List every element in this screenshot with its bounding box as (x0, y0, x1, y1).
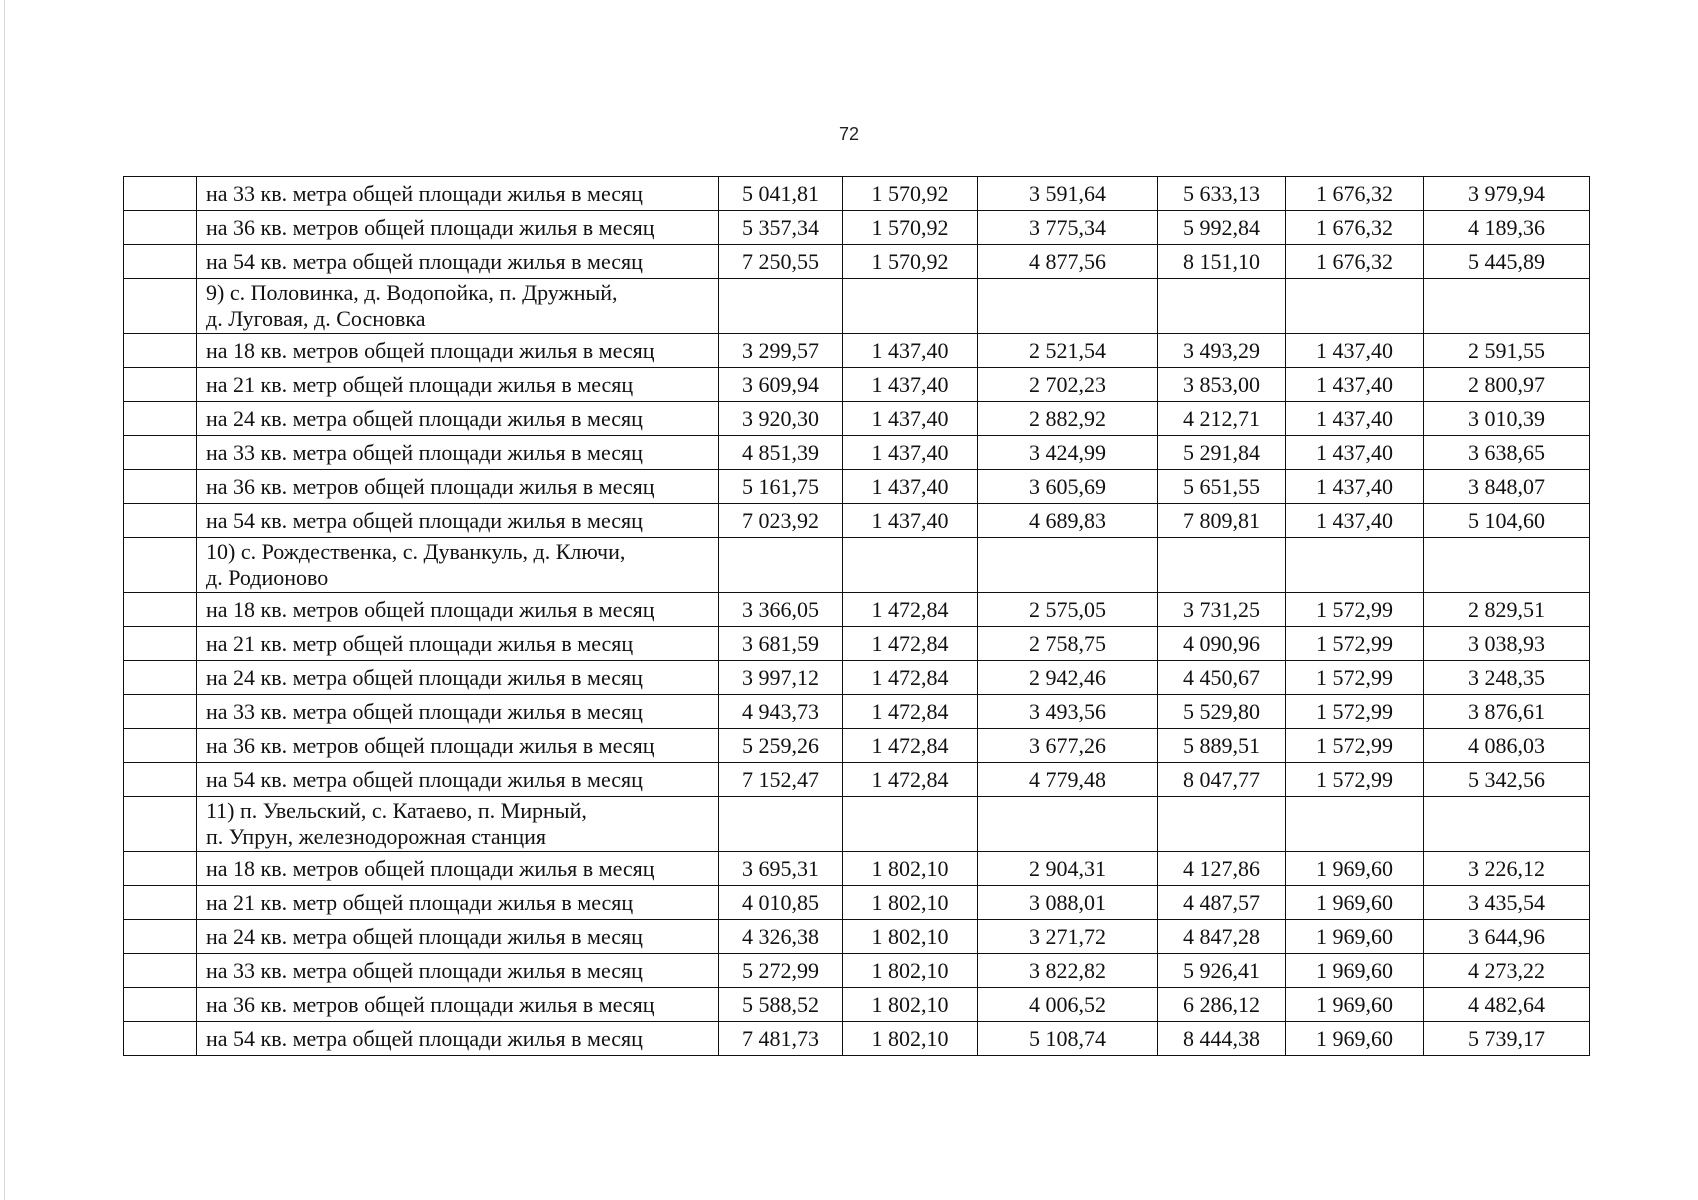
value-cell: 3 920,30 (719, 402, 843, 436)
value-cell: 5 651,55 (1158, 470, 1286, 504)
value-cell: 7 152,47 (719, 763, 843, 797)
value-cell: 3 271,72 (978, 920, 1158, 954)
value-cell: 5 588,52 (719, 988, 843, 1022)
value-cell: 3 226,12 (1424, 852, 1590, 886)
value-cell: 7 809,81 (1158, 504, 1286, 538)
value-cell: 1 802,10 (843, 886, 978, 920)
row-label-cell: на 24 кв. метра общей площади жилья в месяц (197, 661, 719, 695)
value-cell: 1 969,60 (1286, 920, 1424, 954)
row-label-cell: на 36 кв. метров общей площади жилья в месяц (197, 988, 719, 1022)
row-label-cell: на 24 кв. метра общей площади жилья в месяц (197, 920, 719, 954)
value-cell: 3 591,64 (978, 177, 1158, 211)
empty-cell (978, 538, 1158, 593)
value-cell: 1 437,40 (843, 470, 978, 504)
table-row (124, 661, 1590, 695)
value-cell: 2 882,92 (978, 402, 1158, 436)
table-row (124, 593, 1590, 627)
value-cell: 8 151,10 (1158, 245, 1286, 279)
value-cell: 1 437,40 (843, 402, 978, 436)
value-cell: 1 802,10 (843, 1022, 978, 1056)
group-title-cell (197, 797, 719, 852)
value-cell: 2 758,75 (978, 627, 1158, 661)
row-index-cell (124, 177, 197, 211)
value-cell: 1 969,60 (1286, 886, 1424, 920)
row-index-cell (124, 538, 197, 593)
empty-cell (1286, 538, 1424, 593)
row-index-cell (124, 852, 197, 886)
row-label-cell: на 54 кв. метра общей площади жилья в месяц (197, 763, 719, 797)
value-cell: 3 010,39 (1424, 402, 1590, 436)
value-cell: 1 802,10 (843, 920, 978, 954)
value-cell: 1 472,84 (843, 661, 978, 695)
value-cell: 2 942,46 (978, 661, 1158, 695)
value-cell: 4 779,48 (978, 763, 1158, 797)
value-cell: 3 695,31 (719, 852, 843, 886)
value-cell: 3 979,94 (1424, 177, 1590, 211)
value-cell: 1 969,60 (1286, 852, 1424, 886)
value-cell: 1 437,40 (1286, 368, 1424, 402)
value-cell: 5 633,13 (1158, 177, 1286, 211)
row-index-cell (124, 954, 197, 988)
value-cell: 3 605,69 (978, 470, 1158, 504)
row-label-cell: на 36 кв. метров общей площади жилья в месяц (197, 211, 719, 245)
value-cell: 3 493,29 (1158, 334, 1286, 368)
row-label-cell: на 33 кв. метра общей площади жилья в месяц (197, 695, 719, 729)
row-index-cell (124, 504, 197, 538)
empty-cell (1424, 279, 1590, 334)
group-title-cell (197, 279, 719, 334)
row-index-cell (124, 245, 197, 279)
value-cell: 1 570,92 (843, 211, 978, 245)
value-cell: 3 731,25 (1158, 593, 1286, 627)
empty-cell (1158, 797, 1286, 852)
row-label-cell: на 18 кв. метров общей площади жилья в месяц (197, 593, 719, 627)
value-cell: 5 272,99 (719, 954, 843, 988)
value-cell: 5 445,89 (1424, 245, 1590, 279)
group-title-line: 9) с. Половинка, д. Водопойка, п. Дружный, (206, 280, 618, 305)
table-row (124, 368, 1590, 402)
empty-cell (1158, 279, 1286, 334)
tariff-table (123, 176, 1590, 1056)
row-label-cell: на 54 кв. метра общей площади жилья в месяц (197, 504, 719, 538)
row-label-cell: на 54 кв. метра общей площади жилья в месяц (197, 245, 719, 279)
value-cell: 5 161,75 (719, 470, 843, 504)
row-index-cell (124, 695, 197, 729)
value-cell: 4 086,03 (1424, 729, 1590, 763)
value-cell: 1 572,99 (1286, 763, 1424, 797)
row-index-cell (124, 334, 197, 368)
value-cell: 2 575,05 (978, 593, 1158, 627)
value-cell: 2 904,31 (978, 852, 1158, 886)
row-label-cell: на 21 кв. метр общей площади жилья в месяц (197, 627, 719, 661)
empty-cell (1424, 797, 1590, 852)
value-cell: 1 437,40 (1286, 436, 1424, 470)
value-cell: 5 342,56 (1424, 763, 1590, 797)
value-cell: 4 326,38 (719, 920, 843, 954)
value-cell: 4 127,86 (1158, 852, 1286, 886)
value-cell: 6 286,12 (1158, 988, 1286, 1022)
value-cell: 1 472,84 (843, 763, 978, 797)
value-cell: 1 969,60 (1286, 954, 1424, 988)
row-label-cell: на 36 кв. метров общей площади жилья в месяц (197, 729, 719, 763)
row-index-cell (124, 436, 197, 470)
empty-cell (719, 279, 843, 334)
value-cell: 3 366,05 (719, 593, 843, 627)
value-cell: 1 472,84 (843, 695, 978, 729)
empty-cell (978, 797, 1158, 852)
value-cell: 5 108,74 (978, 1022, 1158, 1056)
value-cell: 1 572,99 (1286, 729, 1424, 763)
value-cell: 2 800,97 (1424, 368, 1590, 402)
row-index-cell (124, 279, 197, 334)
row-index-cell (124, 627, 197, 661)
value-cell: 1 802,10 (843, 852, 978, 886)
value-cell: 4 273,22 (1424, 954, 1590, 988)
row-label-cell: на 36 кв. метров общей площади жилья в месяц (197, 470, 719, 504)
empty-cell (1158, 538, 1286, 593)
value-cell: 3 853,00 (1158, 368, 1286, 402)
value-cell: 1 572,99 (1286, 661, 1424, 695)
value-cell: 1 437,40 (843, 368, 978, 402)
row-index-cell (124, 470, 197, 504)
value-cell: 5 041,81 (719, 177, 843, 211)
value-cell: 4 877,56 (978, 245, 1158, 279)
value-cell: 4 010,85 (719, 886, 843, 920)
value-cell: 1 969,60 (1286, 1022, 1424, 1056)
tariff-table-body (124, 177, 1590, 1056)
value-cell: 4 090,96 (1158, 627, 1286, 661)
value-cell: 2 591,55 (1424, 334, 1590, 368)
value-cell: 4 487,57 (1158, 886, 1286, 920)
row-label-cell: на 24 кв. метра общей площади жилья в месяц (197, 402, 719, 436)
table-row (124, 1022, 1590, 1056)
value-cell: 3 876,61 (1424, 695, 1590, 729)
row-index-cell (124, 988, 197, 1022)
empty-cell (1424, 538, 1590, 593)
table-row (124, 954, 1590, 988)
table-row (124, 763, 1590, 797)
group-title-line: п. Упрун, железнодорожная станция (206, 824, 547, 849)
value-cell: 3 493,56 (978, 695, 1158, 729)
value-cell: 7 481,73 (719, 1022, 843, 1056)
value-cell: 3 435,54 (1424, 886, 1590, 920)
empty-cell (843, 538, 978, 593)
table-row (124, 470, 1590, 504)
table-row (124, 886, 1590, 920)
value-cell: 4 851,39 (719, 436, 843, 470)
value-cell: 5 889,51 (1158, 729, 1286, 763)
table-row (124, 402, 1590, 436)
empty-cell (843, 797, 978, 852)
row-label-cell: на 33 кв. метра общей площади жилья в месяц (197, 954, 719, 988)
value-cell: 8 047,77 (1158, 763, 1286, 797)
row-label-cell: на 21 кв. метр общей площади жилья в месяц (197, 368, 719, 402)
row-label-cell: на 18 кв. метров общей площади жилья в месяц (197, 334, 719, 368)
value-cell: 1 437,40 (843, 504, 978, 538)
value-cell: 4 847,28 (1158, 920, 1286, 954)
value-cell: 3 299,57 (719, 334, 843, 368)
value-cell: 1 676,32 (1286, 245, 1424, 279)
value-cell: 1 969,60 (1286, 988, 1424, 1022)
value-cell: 1 676,32 (1286, 177, 1424, 211)
value-cell: 1 472,84 (843, 729, 978, 763)
row-label-cell: на 33 кв. метра общей площади жилья в месяц (197, 436, 719, 470)
row-index-cell (124, 1022, 197, 1056)
row-index-cell (124, 920, 197, 954)
group-header-row (124, 797, 1590, 852)
value-cell: 1 570,92 (843, 177, 978, 211)
value-cell: 4 450,67 (1158, 661, 1286, 695)
table-row (124, 436, 1590, 470)
table-row (124, 504, 1590, 538)
value-cell: 5 259,26 (719, 729, 843, 763)
row-index-cell (124, 211, 197, 245)
value-cell: 1 472,84 (843, 593, 978, 627)
row-label-cell: на 54 кв. метра общей площади жилья в месяц (197, 1022, 719, 1056)
value-cell: 4 943,73 (719, 695, 843, 729)
value-cell: 3 638,65 (1424, 436, 1590, 470)
row-index-cell (124, 593, 197, 627)
group-header-row (124, 279, 1590, 334)
value-cell: 3 038,93 (1424, 627, 1590, 661)
table-row (124, 627, 1590, 661)
row-index-cell (124, 886, 197, 920)
value-cell: 3 822,82 (978, 954, 1158, 988)
value-cell: 5 739,17 (1424, 1022, 1590, 1056)
value-cell: 3 424,99 (978, 436, 1158, 470)
value-cell: 3 088,01 (978, 886, 1158, 920)
value-cell: 5 291,84 (1158, 436, 1286, 470)
value-cell: 3 677,26 (978, 729, 1158, 763)
empty-cell (719, 797, 843, 852)
row-index-cell (124, 763, 197, 797)
row-index-cell (124, 368, 197, 402)
row-index-cell (124, 729, 197, 763)
value-cell: 2 521,54 (978, 334, 1158, 368)
value-cell: 7 250,55 (719, 245, 843, 279)
table-row (124, 695, 1590, 729)
value-cell: 5 926,41 (1158, 954, 1286, 988)
table-row (124, 334, 1590, 368)
group-title-line: 11) п. Увельский, с. Катаево, п. Мирный, (206, 798, 587, 823)
value-cell: 5 529,80 (1158, 695, 1286, 729)
value-cell: 1 802,10 (843, 954, 978, 988)
row-label-cell: на 21 кв. метр общей площади жилья в месяц (197, 886, 719, 920)
value-cell: 8 444,38 (1158, 1022, 1286, 1056)
value-cell: 4 189,36 (1424, 211, 1590, 245)
group-title-line: д. Родионово (206, 565, 329, 590)
table-row (124, 852, 1590, 886)
group-header-row (124, 538, 1590, 593)
value-cell: 4 689,83 (978, 504, 1158, 538)
value-cell: 4 212,71 (1158, 402, 1286, 436)
empty-cell (1286, 279, 1424, 334)
value-cell: 1 572,99 (1286, 627, 1424, 661)
value-cell: 7 023,92 (719, 504, 843, 538)
table-row (124, 245, 1590, 279)
table-row (124, 988, 1590, 1022)
value-cell: 1 676,32 (1286, 211, 1424, 245)
value-cell: 3 644,96 (1424, 920, 1590, 954)
empty-cell (1286, 797, 1424, 852)
value-cell: 3 248,35 (1424, 661, 1590, 695)
group-title-line: д. Луговая, д. Сосновка (206, 306, 426, 331)
value-cell: 1 802,10 (843, 988, 978, 1022)
row-index-cell (124, 797, 197, 852)
empty-cell (843, 279, 978, 334)
value-cell: 5 992,84 (1158, 211, 1286, 245)
value-cell: 5 357,34 (719, 211, 843, 245)
table-row (124, 177, 1590, 211)
empty-cell (719, 538, 843, 593)
page-number: 72 (838, 124, 860, 144)
row-index-cell (124, 661, 197, 695)
value-cell: 5 104,60 (1424, 504, 1590, 538)
row-label-cell: на 33 кв. метра общей площади жилья в месяц (197, 177, 719, 211)
value-cell: 3 775,34 (978, 211, 1158, 245)
value-cell: 1 570,92 (843, 245, 978, 279)
value-cell: 1 472,84 (843, 627, 978, 661)
value-cell: 1 437,40 (843, 334, 978, 368)
value-cell: 3 848,07 (1424, 470, 1590, 504)
value-cell: 3 997,12 (719, 661, 843, 695)
value-cell: 1 572,99 (1286, 695, 1424, 729)
value-cell: 1 572,99 (1286, 593, 1424, 627)
table-row (124, 211, 1590, 245)
group-title-line: 10) с. Рождественка, с. Дуванкуль, д. Ключи, (206, 539, 626, 564)
table-row (124, 920, 1590, 954)
table-row (124, 729, 1590, 763)
value-cell: 1 437,40 (1286, 470, 1424, 504)
value-cell: 2 702,23 (978, 368, 1158, 402)
row-index-cell (124, 402, 197, 436)
scan-edge-line (4, 0, 5, 1200)
value-cell: 1 437,40 (843, 436, 978, 470)
row-label-cell: на 18 кв. метров общей площади жилья в месяц (197, 852, 719, 886)
value-cell: 4 482,64 (1424, 988, 1590, 1022)
value-cell: 3 609,94 (719, 368, 843, 402)
group-title-cell (197, 538, 719, 593)
value-cell: 2 829,51 (1424, 593, 1590, 627)
value-cell: 3 681,59 (719, 627, 843, 661)
value-cell: 1 437,40 (1286, 334, 1424, 368)
value-cell: 4 006,52 (978, 988, 1158, 1022)
value-cell: 1 437,40 (1286, 402, 1424, 436)
empty-cell (978, 279, 1158, 334)
value-cell: 1 437,40 (1286, 504, 1424, 538)
